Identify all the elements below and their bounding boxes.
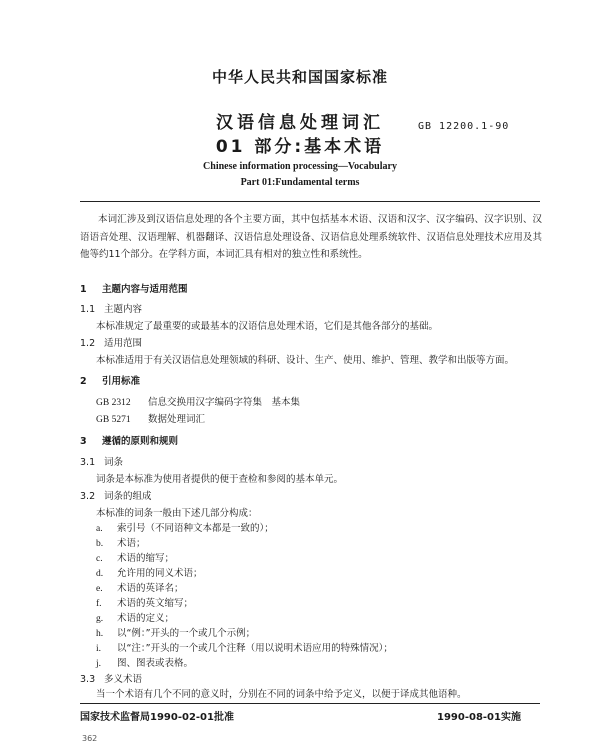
document-subtitle: 01 部分:基本术语 — [215, 137, 385, 157]
standard-code: GB 12200.1-90 — [418, 121, 510, 132]
implementation-date: 1990-08-01实施 — [437, 712, 521, 723]
page-number: 362 — [82, 734, 98, 743]
section-3-2-heading: 3.2 词条的组成 — [80, 491, 152, 502]
footer-divider — [80, 703, 540, 704]
english-title: Chinese information processing—Vocabulary — [203, 161, 397, 172]
section-1-2-text: 本标准适用于有关汉语信息处理领域的科研、设计、生产、使用、维护、管理、教学和出版等方面。 — [96, 355, 515, 366]
section-1-heading: 1 主题内容与适用范围 — [80, 284, 188, 295]
list-item: g. 术语的定义； — [96, 613, 175, 624]
list-item: f. 术语的英文缩写； — [96, 598, 194, 609]
list-item: i. 以“注：”开头的一个或几个注释（用以说明术语应用的特殊情况）； — [96, 643, 393, 654]
section-1-2-heading: 1.2 适用范围 — [80, 338, 143, 349]
list-item: b. 术语； — [96, 538, 146, 549]
intro-paragraph: 本词汇涉及到汉语信息处理的各个主要方面，其中包括基本术语、汉语和汉字、汉字编码、汉字识别、汉语语音处理、汉语理解、机器翻译、汉语信息处理设备、汉语信息处理系统软件、汉语信息处理技术应用及其他等约11个部分。在学科方面，本词汇具有相对的独立性和系统性。 — [80, 214, 542, 260]
approval-date: 国家技术监督局1990-02-01批准 — [80, 712, 234, 723]
list-item: d. 允许用的同义术语； — [96, 568, 203, 579]
document-title: 汉语信息处理词汇 — [216, 113, 384, 133]
section-3-heading: 3 遵循的原则和规则 — [80, 436, 179, 447]
section-3-1-text: 词条是本标准为使用者提供的便于查检和参阅的基本单元。 — [96, 474, 344, 485]
header-divider — [80, 201, 540, 202]
list-item: a. 索引号（不同语种文本都是一致的）； — [96, 523, 274, 534]
list-item: j. 图、图表或表格。 — [96, 658, 194, 669]
section-3-3-text: 当一个术语有几个不同的意义时，分别在不同的词条中给予定义，以便于译成其他语种。 — [96, 689, 467, 700]
section-2-heading: 2 引用标准 — [80, 376, 141, 387]
standard-organization: 中华人民共和国国家标准 — [211, 68, 388, 86]
reference-item: GB 5271 数据处理词汇 — [96, 414, 206, 425]
list-item: e. 术语的英译名； — [96, 583, 184, 594]
english-subtitle: Part 01:Fundamental terms — [240, 177, 360, 188]
section-3-1-heading: 3.1 词条 — [80, 457, 124, 468]
reference-item: GB 2312 信息交换用汉字编码字符集 基本集 — [96, 397, 301, 408]
list-item: h. 以“例：”开头的一个或几个示例； — [96, 628, 256, 639]
section-3-3-heading: 3.3 多义术语 — [80, 674, 143, 685]
section-1-1-text: 本标准规定了最重要的或最基本的汉语信息处理术语，它们是其他各部分的基础。 — [96, 321, 439, 332]
section-1-1-heading: 1.1 主题内容 — [80, 304, 143, 315]
list-item: c. 术语的缩写； — [96, 553, 175, 564]
section-3-2-text: 本标准的词条一般由下述几部分构成： — [96, 508, 258, 519]
